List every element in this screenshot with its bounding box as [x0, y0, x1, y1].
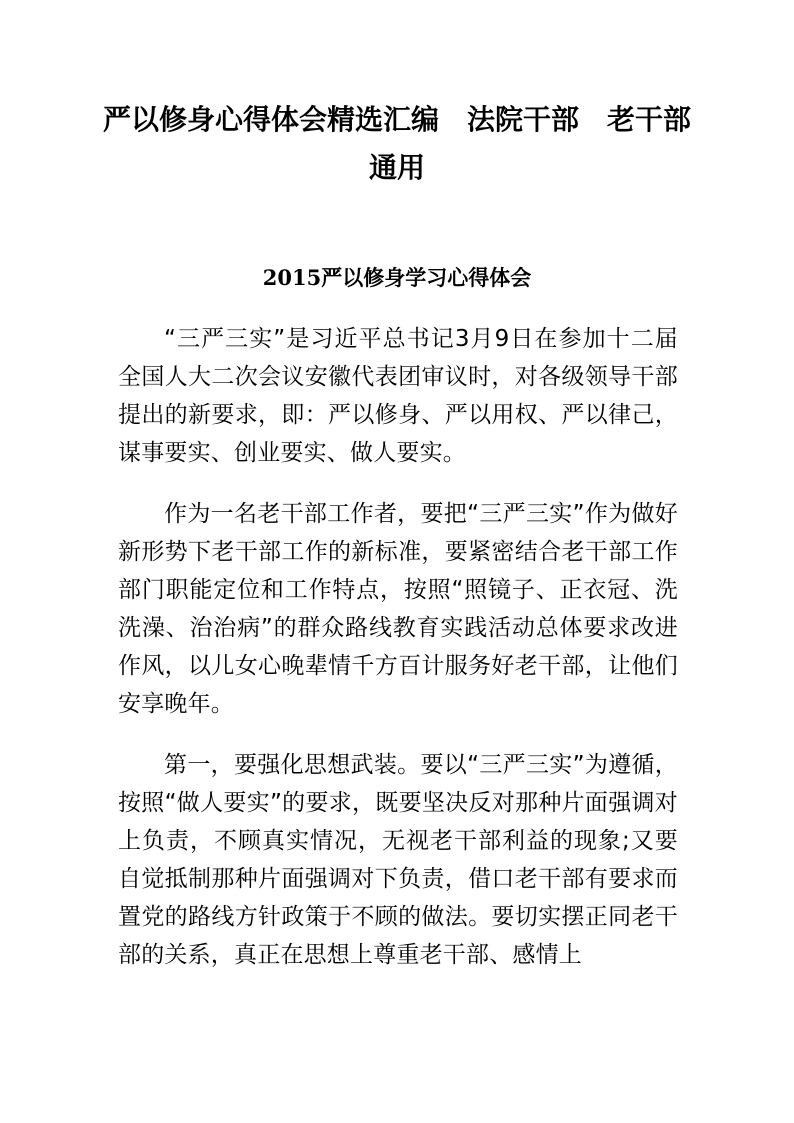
document-title: 严以修身心得体会精选汇编 法院干部 老干部通用 — [102, 103, 691, 184]
paragraph-2: 作为一名老干部工作者，要把“三严三实”作为做好新形势下老干部工作的新标准，要紧密结合老干部工作部门职能定位和工作特点，按照“照镜子、正衣冠、洗洗澡、治治病”的群众路线教育实践活动总体要求改进作风，以儿女心晚辈情千方百计服务好老干部，让他们安享晚年。 — [118, 501, 678, 717]
document-body — [118, 320, 678, 997]
paragraph-3: 第一，要强化思想武装。要以“三严三实”为遵循，按照“做人要实”的要求，既要坚决反对那种片面强调对上负责，不顾真实情况，无视老干部利益的现象;又要自觉抵制那种片面强调对下负责，借口老干部有要求而置党的路线方针政策于不顾的做法。要切实摆正同老干部的关系，真正在思想上尊重老干部、感情上 — [118, 752, 678, 968]
paragraph-1: “三严三实”是习近平总书记3月9日在参加十二届全国人大二次会议安徽代表团审议时，对各级领导干部提出的新要求，即：严以修身、严以用权、严以律己，谋事要实、创业要实、做人要实。 — [118, 326, 678, 466]
section-heading: 2015严以修身学习心得体会 — [262, 265, 532, 290]
